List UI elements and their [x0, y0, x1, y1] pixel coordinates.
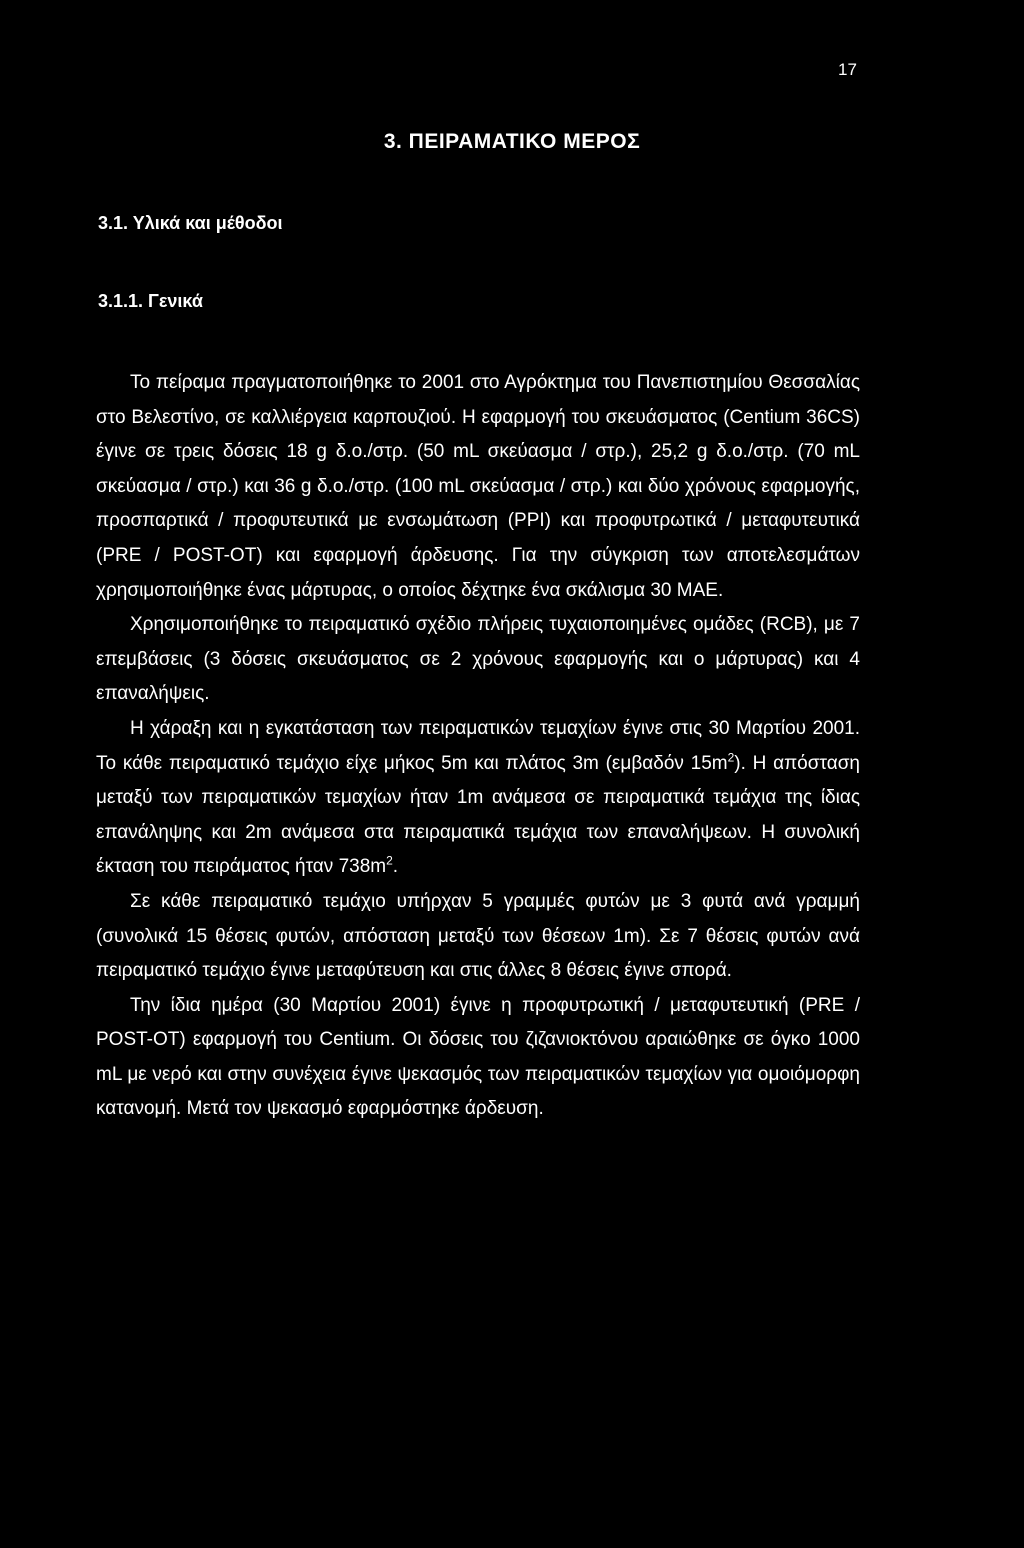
body-text — [96, 366, 860, 1127]
chapter-title — [0, 130, 1024, 154]
paragraph-3 — [96, 712, 860, 885]
paragraph-3-part-2: ). Η απόσταση μεταξύ των πειραματικών τεμαχίων ήταν 1m ανάμεσα σε πειραματικά τεμάχια της ίδιας επανάληψης και 2m ανάμεσα στα πειραματικά τεμάχια των επαναλήψεων. Η συνολική έκταση του πειράματος ήταν 738m — [96, 752, 860, 878]
section-title: 3.1. Υλικά και μέθοδοι — [98, 213, 283, 233]
page-number: 17 — [838, 60, 857, 79]
paragraph-3-part-3: . — [392, 856, 399, 878]
paragraph-1: Το πείραμα πραγματοποιήθηκε το 2001 στο Αγρόκτημα του Πανεπιστημίου Θεσσαλίας στο Βελεστίνο, σε καλλιέργεια καρπουζιού. Η εφαρμογή του σκευάσματος (Centium 36CS) έγινε σε τρεις δόσεις 18 g δ.ο./στρ. (50 mL σκεύασμα / στρ.), 25,2 g δ.ο./στρ. (70 mL σκεύασμα / στρ.) και 36 g δ.ο./στρ. (100 mL σκεύασμα / στρ.) και δύο χρόνους εφαρμογής, προσπαρτικά / προφυτευτικά με ενσωμάτωση (PPI) και προφυτρωτικά / μεταφυτευτικά (PRE / POST-OT) και εφαρμογή άρδευσης. Για την σύγκριση των αποτελεσμάτων χρησιμοποιήθηκε ένας μάρτυρας, ο οποίος δέχτηκε ένα σκάλισμα 30 ΜΑΕ. — [96, 372, 860, 601]
superscript-area-unit-1: 2 — [727, 750, 735, 765]
chapter-title-text: 3. ΠΕΙΡΑΜΑΤΙΚΟ ΜΕΡΟΣ — [383, 130, 641, 153]
subsection-title: 3.1.1. Γενικά — [98, 291, 203, 311]
paragraph-2: Χρησιμοποιήθηκε το πειραματικό σχέδιο πλήρεις τυχαιοποιημένες ομάδες (RCB), με 7 επεμβάσεις (3 δόσεις σκευάσματος σε 2 χρόνους εφαρμογής και ο μάρτυρας) και 4 επαναλήψεις. — [96, 614, 860, 705]
paragraph-3-part-1: Η χάραξη και η εγκατάσταση των πειραματικών τεμαχίων έγινε στις 30 Μαρτίου 2001. Το κάθε πειραματικό τεμάχιο είχε μήκος 5m και πλάτος 3m (εμβαδόν 15m — [96, 717, 860, 774]
superscript-area-unit-2: 2 — [386, 853, 393, 868]
paragraph-4: Σε κάθε πειραματικό τεμάχιο υπήρχαν 5 γραμμές φυτών με 3 φυτά ανά γραμμή (συνολικά 15 θέσεις φυτών, απόσταση μεταξύ των θέσεων 1m). Σε 7 θέσεις φυτών ανά πειραματικό τεμάχιο έγινε μεταφύτευση και στις άλλες 8 θέσεις έγινε σπορά. — [96, 890, 860, 982]
paragraph-5: Την ίδια ημέρα (30 Μαρτίου 2001) έγινε η προφυτρωτική / μεταφυτευτική (PRE / POST-OT) εφαρμογή του Centium. Οι δόσεις του ζιζανιοκτόνου αραιώθηκε σε όγκο 1000 mL με νερό και στην συνέχεια έγινε ψεκασμός των πειραματικών τεμαχίων για ομοιόμορφη κατανομή. Μετά τον ψεκασμό εφαρμόστηκε άρδευση. — [96, 994, 860, 1120]
